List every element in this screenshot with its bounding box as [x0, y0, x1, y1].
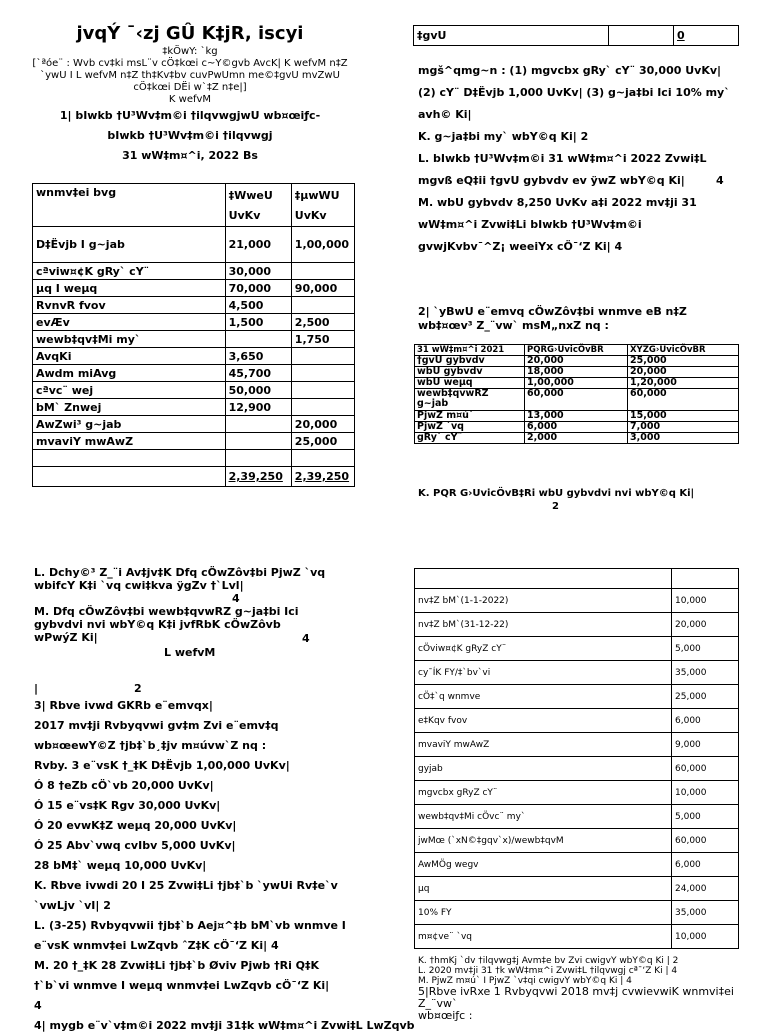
cell-item: cÖ‡`q wnmve: [415, 685, 672, 709]
cell-account: D‡Ëvjb I g~jab: [33, 227, 226, 263]
cell-amount: 60,000: [672, 829, 739, 853]
table-row: [415, 356, 739, 367]
cell-item: wewb‡qv‡Mi cÖvc¨ my`: [415, 805, 672, 829]
table-row: [415, 433, 739, 444]
total-value: 0: [674, 26, 739, 46]
table-row: [33, 416, 355, 433]
cell-credit: 25,000: [291, 433, 354, 450]
table-row: [33, 450, 355, 467]
cell-credit: [291, 297, 354, 314]
q3-M-mark: 4: [34, 999, 42, 1012]
cell-item: e‡Kqv fvov: [415, 709, 672, 733]
cell-account: Awdm miAvg: [33, 365, 226, 382]
q3-item-4: Ó 20 evwK‡Z weµq 20,000 UvKv|: [34, 819, 237, 832]
pipe-char: |: [34, 682, 39, 695]
cell-item: 10% FY: [415, 901, 672, 925]
table-header-row: [33, 184, 355, 227]
cell-item: mgvcbx gRyZ cY¨: [415, 781, 672, 805]
q2-header-xyz: XYZG›UvicÖvBR: [628, 345, 739, 356]
rb-M: M. PjwZ m¤ú` I PjwZ `v‡qi cwigvY wbY©q Ki | 4: [418, 976, 632, 986]
cell-account: [33, 450, 226, 467]
table-row: [415, 781, 739, 805]
table-row: [415, 733, 739, 757]
q3-L: L. (3-25) Rvbyqvwii †jb‡`b Aej¤^‡b bM`vb wnmve I e¨vsK wnmv‡ei LwZqvb ˆZ‡K cÖ¯‘Z Ki| 4: [34, 919, 346, 952]
q3-item-6: 28 bM‡` weµq 10,000 UvKv|: [34, 859, 207, 872]
trial-balance-title: bIwkb †U³Wv‡m©i †ilqvwgj: [107, 129, 273, 142]
cell-credit: 1,750: [291, 331, 354, 348]
cell-credit: [291, 450, 354, 467]
cell-credit: 1,00,000: [291, 227, 354, 263]
cell-debit: 3,650: [225, 348, 291, 365]
right-bottom-block: [418, 956, 758, 1022]
table-row: [33, 365, 355, 382]
q2-cell-label: wbU weµq: [415, 378, 525, 389]
q2-table: [414, 344, 739, 444]
q1-adjustments: [418, 60, 748, 258]
adj-line-1: mgš^qmg~n : (1) mgvcbx gRy` cY¨ 30,000 UvKv|: [418, 64, 722, 77]
table-row: [415, 685, 739, 709]
adj-line-2: (2) cY¨ D‡Ëvjb 1,000 UvKv| (3) g~ja‡bi Ici 10% my`: [418, 86, 730, 99]
cell-item: [415, 569, 672, 589]
class-line: ‡kÖwY: `kg: [162, 46, 218, 57]
rb-L: L. 2020 mv‡ji 31 †k wW‡m¤^i Zvwi‡L †ilqvwgj cª¯‘Z Ki | 4: [418, 966, 678, 976]
q2-cell-pqr: 20,000: [525, 356, 628, 367]
q1-L-mark: 4: [232, 592, 240, 605]
table-row: [33, 331, 355, 348]
q2-cell-pqr: 1,00,000: [525, 378, 628, 389]
q3-item-1: Rvby. 3 e¨vsK †_‡K D‡Ëvjb 1,00,000 UvKv|: [34, 759, 290, 772]
cell-item: nv‡Z bM`(31-12-22): [415, 613, 672, 637]
cell-credit: [291, 365, 354, 382]
cell-account: AwZwi³ g~jab: [33, 416, 226, 433]
table-total-row: [33, 467, 355, 487]
cell-account: evÆv: [33, 314, 226, 331]
q1-M-line2: wW‡m¤^i Zvwi‡Li bIwkb †U³Wv‡m©i: [418, 218, 642, 231]
q1-M-mark: 4: [302, 632, 310, 645]
cell-amount: 6,000: [672, 709, 739, 733]
cell-item: jwMœ (`xN©‡gqv`x)/wewb‡qvM: [415, 829, 672, 853]
q2-header-row: [415, 345, 739, 356]
pipe-mark: 2: [134, 682, 142, 695]
rb-K: K. †hmKj `dv †ilqvwg‡j Avm‡e bv Zvi cwigvY wbY©q Ki | 2: [418, 956, 679, 966]
header-debit: ‡WweU UvKv: [225, 184, 291, 227]
q2-cell-label: †gvU gybvdv: [415, 356, 525, 367]
cell-debit: 70,000: [225, 280, 291, 297]
cell-debit: [225, 450, 291, 467]
instruction-note: [`ªóe¨ : Wvb cv‡ki msL¨v cÖ‡kœi c~Y©gvb AvcK| K wefvM n‡Z `ywU I L wefvM n‡Z th‡Kv‡bv cuvPwUmn me©‡gvU mvZwU cÖ‡kœi DËi w`‡Z n‡e|]: [32, 58, 348, 93]
cell-account: AvqKi: [33, 348, 226, 365]
cell-credit: 20,000: [291, 416, 354, 433]
table-row: [415, 378, 739, 389]
table-row: [33, 314, 355, 331]
table-row: [415, 877, 739, 901]
cell-debit: [225, 331, 291, 348]
cell-debit: 12,900: [225, 399, 291, 416]
cell-credit: [291, 263, 354, 280]
cell-amount: 10,000: [672, 589, 739, 613]
cell-account: bM` Znwej: [33, 399, 226, 416]
q1-L-line2: mgvß eQ‡ii †gvU gybvdv ev ÿwZ wbY©q Ki|: [418, 174, 685, 187]
header-credit: ‡µwWU UvKv: [291, 184, 354, 227]
table-row: [415, 709, 739, 733]
trial-balance-table: [32, 183, 355, 487]
q3-K: K. Rbve ivwdi 20 I 25 Zvwi‡Li †jb‡`b `ywUi Rv‡e`v `vwLjv `vI| 2: [34, 879, 338, 912]
q1-L-mark-right: 4: [716, 174, 724, 187]
cell-debit: [225, 416, 291, 433]
table-row: [415, 411, 739, 422]
cell-item: nv‡Z bM`(1-1-2022): [415, 589, 672, 613]
cell-credit: [291, 348, 354, 365]
q1-M: M. Dfq cÖwZôv‡bi wewb‡qvwRZ g~ja‡bi Ici gybvdvi nvi wbY©q K‡i jvfRbK cÖwZôvb wPwýZ Ki|: [34, 605, 299, 644]
q2-header-pqr: PQRG›UvicÖvBR: [525, 345, 628, 356]
q2-cell-pqr: 18,000: [525, 367, 628, 378]
cell-account: cªvc¨ wej: [33, 382, 226, 399]
q2-cell-label: gRy` cY¨: [415, 433, 525, 444]
table-row: [415, 637, 739, 661]
table-row: [415, 569, 739, 589]
table-row: [415, 589, 739, 613]
table-row: [415, 901, 739, 925]
total-empty: [609, 26, 674, 46]
q2-cell-label: PjwZ `vq: [415, 422, 525, 433]
cell-credit: [291, 399, 354, 416]
table-row: [415, 389, 739, 411]
q4-start: 4| mygb e¨v`v‡m©i 2022 mv‡ji 31‡k wW‡m¤^i Zvwi‡L LwZqvb: [34, 1019, 415, 1032]
adj-line-3: avh© Ki|: [418, 108, 472, 121]
cell-debit: 1,500: [225, 314, 291, 331]
cell-account: wewb‡qv‡Mi my`: [33, 331, 226, 348]
q3-title: 3| Rbve ivwd GKRb e¨emvqx|: [34, 699, 213, 712]
table-row: [33, 433, 355, 450]
q2-cell-xyz: 60,000: [628, 389, 739, 411]
total-label: ‡gvU: [414, 26, 609, 46]
cell-amount: 20,000: [672, 613, 739, 637]
table-row: [415, 853, 739, 877]
table-row: [415, 925, 739, 949]
q2-cell-xyz: 25,000: [628, 356, 739, 367]
total-debit: 2,39,250: [225, 467, 291, 487]
q5-line3: wb¤œiƒc :: [418, 1009, 473, 1022]
header-account-name: wnmv‡ei bvg: [33, 184, 226, 227]
table-row: [33, 348, 355, 365]
section-kha-label: L wefvM: [164, 646, 216, 659]
cell-amount: [672, 569, 739, 589]
table-row: [33, 382, 355, 399]
q2-cell-xyz: 1,20,000: [628, 378, 739, 389]
table-row: [33, 399, 355, 416]
cell-item: gyjab: [415, 757, 672, 781]
table-row: [33, 297, 355, 314]
q3-item-5: Ó 25 Abv`vwq cvIbv 5,000 UvKv|: [34, 839, 236, 852]
trial-balance-date: 31 wW‡m¤^i, 2022 Bs: [122, 149, 258, 162]
cell-debit: 45,700: [225, 365, 291, 382]
cell-debit: 4,500: [225, 297, 291, 314]
q1-intro: 1| bIwkb †U³Wv‡m©i †ilqvwgjwU wb¤œiƒc-: [59, 109, 321, 122]
cell-amount: 24,000: [672, 877, 739, 901]
cell-amount: 6,000: [672, 853, 739, 877]
cell-debit: 21,000: [225, 227, 291, 263]
exam-header: [20, 22, 360, 166]
cell-debit: [225, 433, 291, 450]
q1-subquestions-left: [34, 566, 354, 659]
q1-M-line1: M. wbU gybvdv 8,250 UvKv a‡i 2022 mv‡ji 31: [418, 196, 697, 209]
q2-header-date: 31 wW‡m¤^i 2021: [415, 345, 525, 356]
q5-line1: 5|Rbve ivRxe 1 Rvbyqvwi 2018 mv‡j cvwievwiK wnmvi‡ei: [418, 985, 734, 998]
cell-item: AwMÖg wegv: [415, 853, 672, 877]
table-row: [415, 757, 739, 781]
cell-credit: 2,500: [291, 314, 354, 331]
balance-data-table: [414, 568, 739, 949]
q2-cell-xyz: 7,000: [628, 422, 739, 433]
table-row: [415, 613, 739, 637]
section-ka-label: K wefvM: [168, 94, 212, 105]
q2-cell-xyz: 3,000: [628, 433, 739, 444]
cell-account: cªviw¤¢K gRy` cY¨: [33, 263, 226, 280]
cell-account: [33, 467, 226, 487]
q3-item-2: Ó 8 †eZb cÖ`vb 20,000 UvKv|: [34, 779, 214, 792]
cell-item: cÖviw¤¢K gRyZ cY¨: [415, 637, 672, 661]
q3-block: [34, 682, 415, 1036]
cell-item: mvaviY mwAwZ: [415, 733, 672, 757]
q1-L-line1: L. bIwkb †U³Wv‡m©i 31 wW‡m¤^i 2022 Zvwi‡L: [418, 152, 707, 165]
q2-cell-pqr: 6,000: [525, 422, 628, 433]
table-row: [415, 805, 739, 829]
cell-amount: 9,000: [672, 733, 739, 757]
exam-title: jvqÝ ¯‹zj GÛ K‡jR, iscyi: [76, 23, 304, 44]
cell-amount: 10,000: [672, 781, 739, 805]
cell-amount: 35,000: [672, 901, 739, 925]
table-row: [415, 661, 739, 685]
q1-L: L. Dchy©³ Z_¨i Av‡jv‡K Dfq cÖwZôv‡bi PjwZ `vq wbifcY K‡i `vq cwi‡kva ÿgZv †`Lvl|: [34, 566, 326, 592]
cell-amount: 35,000: [672, 661, 739, 685]
q3-intro: 2017 mv‡ji Rvbyqvwi gv‡m Zvi e¨emv‡q wb¤œewY©Z †jb‡`b¸‡jv m¤úvw`Z nq :: [34, 719, 279, 752]
cell-amount: 25,000: [672, 685, 739, 709]
q1-K: K. g~ja‡bi my` wbY©q Ki| 2: [418, 130, 589, 143]
cell-account: µq I weµq: [33, 280, 226, 297]
q2-cell-xyz: 20,000: [628, 367, 739, 378]
q1-M-line3: gvwjKvbv¯^Z¡ weeiYx cÖ¯‘Z Ki| 4: [418, 240, 623, 253]
cell-debit: 50,000: [225, 382, 291, 399]
total-credit: 2,39,250: [291, 467, 354, 487]
q2-cell-pqr: 13,000: [525, 411, 628, 422]
table-row: [415, 829, 739, 853]
table-row: [415, 422, 739, 433]
cell-amount: 10,000: [672, 925, 739, 949]
table-row: [33, 263, 355, 280]
q2-cell-pqr: 60,000: [525, 389, 628, 411]
table-row: [33, 227, 355, 263]
q5-line2: Z_¨vw`: [418, 997, 458, 1010]
cell-item: cy¯ÍK FY/‡`bv`vi: [415, 661, 672, 685]
cell-account: mvaviY mwAwZ: [33, 433, 226, 450]
cell-amount: 5,000: [672, 637, 739, 661]
cell-debit: 30,000: [225, 263, 291, 280]
cell-item: m¤¢ve¨ `vq: [415, 925, 672, 949]
cell-credit: [291, 382, 354, 399]
q2-cell-label: PjwZ m¤ú`: [415, 411, 525, 422]
q2-K: [418, 487, 748, 513]
cell-amount: 60,000: [672, 757, 739, 781]
q2-cell-label: wewb‡qvwRZ g~jab: [415, 389, 525, 411]
total-table: [413, 25, 739, 46]
q2-K-text: K. PQR G›UvicÖvB‡Ri wbU gybvdvi nvi wbY©q Ki|: [418, 488, 695, 499]
cell-item: µq: [415, 877, 672, 901]
q2-intro: 2| `yBwU e¨emvq cÖwZôv‡bi wnmve eB n‡Z wb‡¤œv³ Z_¨vw` msM„nxZ nq :: [418, 305, 687, 332]
table-row: [415, 367, 739, 378]
cell-account: RvnvR fvov: [33, 297, 226, 314]
q2-K-mark: 2: [552, 501, 559, 512]
table-row: [33, 280, 355, 297]
cell-credit: 90,000: [291, 280, 354, 297]
cell-amount: 5,000: [672, 805, 739, 829]
q2-cell-xyz: 15,000: [628, 411, 739, 422]
q2-cell-pqr: 2,000: [525, 433, 628, 444]
q3-item-3: Ó 15 e¨vs‡K Rgv 30,000 UvKv|: [34, 799, 221, 812]
q3-M: M. 20 †_‡K 28 Zvwi‡Li †jb‡`b Øviv Pjwb †Ri Q‡K †`b`vi wnmve I weµq wnmv‡ei LwZqvb cÖ¯‘Z Ki|: [34, 959, 330, 992]
q2-cell-label: wbU gybvdv: [415, 367, 525, 378]
